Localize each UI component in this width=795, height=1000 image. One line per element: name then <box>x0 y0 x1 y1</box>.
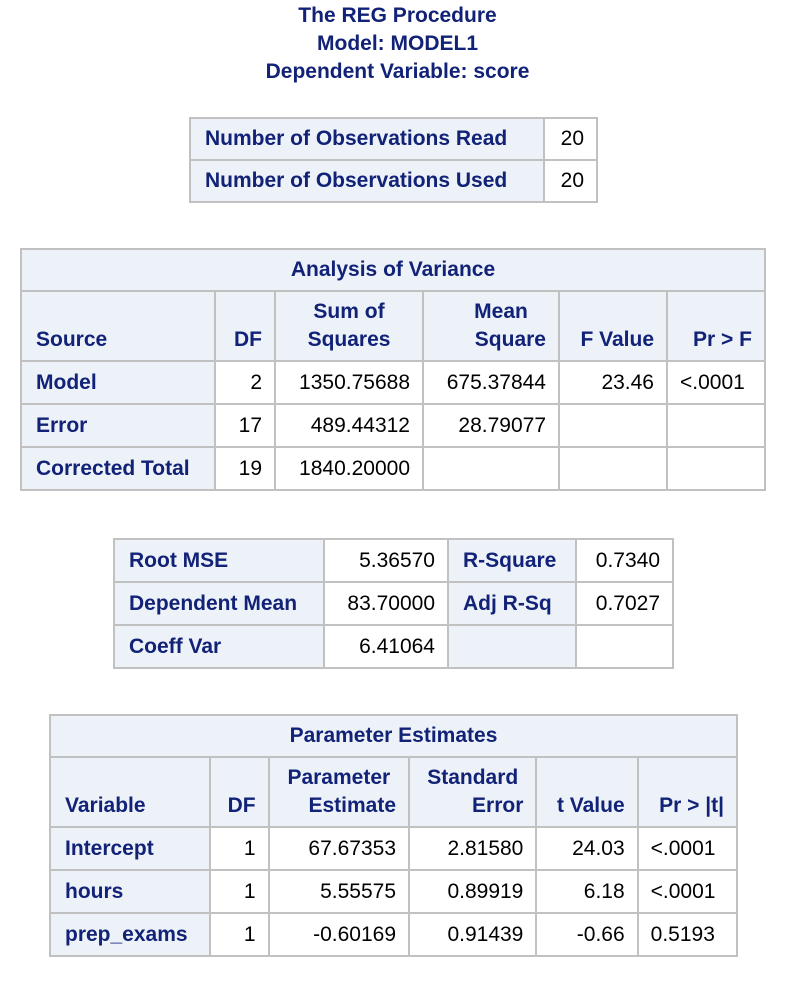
cell-p: 0.5193 <box>638 913 737 956</box>
header-line: Estimate <box>308 794 397 817</box>
table-row <box>21 361 765 404</box>
cell-f: 23.46 <box>559 361 667 404</box>
table-row <box>114 582 673 625</box>
cell-value: 83.70000 <box>324 582 448 625</box>
cell-value: 6.41064 <box>324 625 448 668</box>
row-label: Intercept <box>50 827 210 870</box>
cell-value: 20 <box>544 118 597 160</box>
table-row <box>50 827 737 870</box>
cell-p: <.0001 <box>667 361 765 404</box>
model-title: Model: MODEL1 <box>317 32 478 55</box>
table-row <box>21 447 765 490</box>
row-label <box>448 625 576 668</box>
col-header-pr-t: Pr > |t| <box>638 757 737 827</box>
table-row <box>190 118 597 160</box>
row-label: Number of Observations Used <box>190 160 544 202</box>
anova-caption: Analysis of Variance <box>21 249 765 291</box>
parameter-estimates-caption: Parameter Estimates <box>50 715 737 757</box>
cell-df: 1 <box>210 870 268 913</box>
header-line: Error <box>472 794 524 817</box>
table-caption-row <box>21 249 765 291</box>
cell-df: 1 <box>210 913 268 956</box>
cell-ss: 489.44312 <box>275 404 423 447</box>
cell-df: 19 <box>215 447 275 490</box>
table-row <box>114 539 673 582</box>
table-header-row <box>50 757 737 827</box>
cell-value: 20 <box>544 160 597 202</box>
col-header-standard-error <box>409 757 536 827</box>
row-label: Root MSE <box>114 539 324 582</box>
cell-value <box>576 625 673 668</box>
col-header-source: Source <box>21 291 215 361</box>
table-row <box>50 870 737 913</box>
cell-df: 17 <box>215 404 275 447</box>
header-line: Squares <box>307 328 391 351</box>
row-label: Adj R-Sq <box>448 582 576 625</box>
header-line: Mean <box>474 300 528 323</box>
observations-table <box>189 117 598 203</box>
cell-estimate: 5.55575 <box>269 870 409 913</box>
row-label: Corrected Total <box>21 447 215 490</box>
cell-df: 1 <box>210 827 268 870</box>
table-row <box>114 625 673 668</box>
table-caption-row <box>50 715 737 757</box>
parameter-estimates-table <box>49 714 738 957</box>
row-label: Model <box>21 361 215 404</box>
row-label: Error <box>21 404 215 447</box>
col-header-mean-square <box>423 291 559 361</box>
row-label: Dependent Mean <box>114 582 324 625</box>
col-header-df: DF <box>215 291 275 361</box>
header-line: Parameter <box>287 766 391 789</box>
cell-p <box>667 404 765 447</box>
col-header-sum-of-squares <box>275 291 423 361</box>
cell-estimate: 67.67353 <box>269 827 409 870</box>
row-label: prep_exams <box>50 913 210 956</box>
col-header-pr-f: Pr > F <box>667 291 765 361</box>
col-header-t-value: t Value <box>536 757 637 827</box>
cell-df: 2 <box>215 361 275 404</box>
table-row <box>21 404 765 447</box>
cell-standard-error: 2.81580 <box>409 827 536 870</box>
col-header-df: DF <box>210 757 268 827</box>
procedure-title: The REG Procedure <box>298 4 497 27</box>
table-header-row <box>21 291 765 361</box>
cell-f <box>559 447 667 490</box>
cell-estimate: -0.60169 <box>269 913 409 956</box>
cell-ms <box>423 447 559 490</box>
cell-t-value: 6.18 <box>536 870 637 913</box>
anova-table <box>20 248 766 491</box>
table-row <box>50 913 737 956</box>
cell-t-value: -0.66 <box>536 913 637 956</box>
cell-value: 0.7340 <box>576 539 673 582</box>
header-line: Standard <box>427 766 519 789</box>
procedure-titles <box>0 2 795 86</box>
col-header-f-value: F Value <box>559 291 667 361</box>
cell-ss: 1350.75688 <box>275 361 423 404</box>
cell-value: 0.7027 <box>576 582 673 625</box>
table-row <box>190 160 597 202</box>
cell-value: 5.36570 <box>324 539 448 582</box>
row-label: hours <box>50 870 210 913</box>
cell-p <box>667 447 765 490</box>
cell-ss: 1840.20000 <box>275 447 423 490</box>
dependent-variable-title: Dependent Variable: score <box>265 60 530 83</box>
col-header-parameter-estimate <box>269 757 409 827</box>
cell-p: <.0001 <box>638 827 737 870</box>
row-label: Number of Observations Read <box>190 118 544 160</box>
fit-statistics-table <box>113 538 674 669</box>
cell-p: <.0001 <box>638 870 737 913</box>
cell-t-value: 24.03 <box>536 827 637 870</box>
cell-standard-error: 0.89919 <box>409 870 536 913</box>
cell-ms: 675.37844 <box>423 361 559 404</box>
cell-ms: 28.79077 <box>423 404 559 447</box>
row-label: R-Square <box>448 539 576 582</box>
row-label: Coeff Var <box>114 625 324 668</box>
cell-f <box>559 404 667 447</box>
cell-standard-error: 0.91439 <box>409 913 536 956</box>
header-line: Sum of <box>313 300 385 323</box>
header-line: Square <box>474 328 546 351</box>
col-header-variable: Variable <box>50 757 210 827</box>
